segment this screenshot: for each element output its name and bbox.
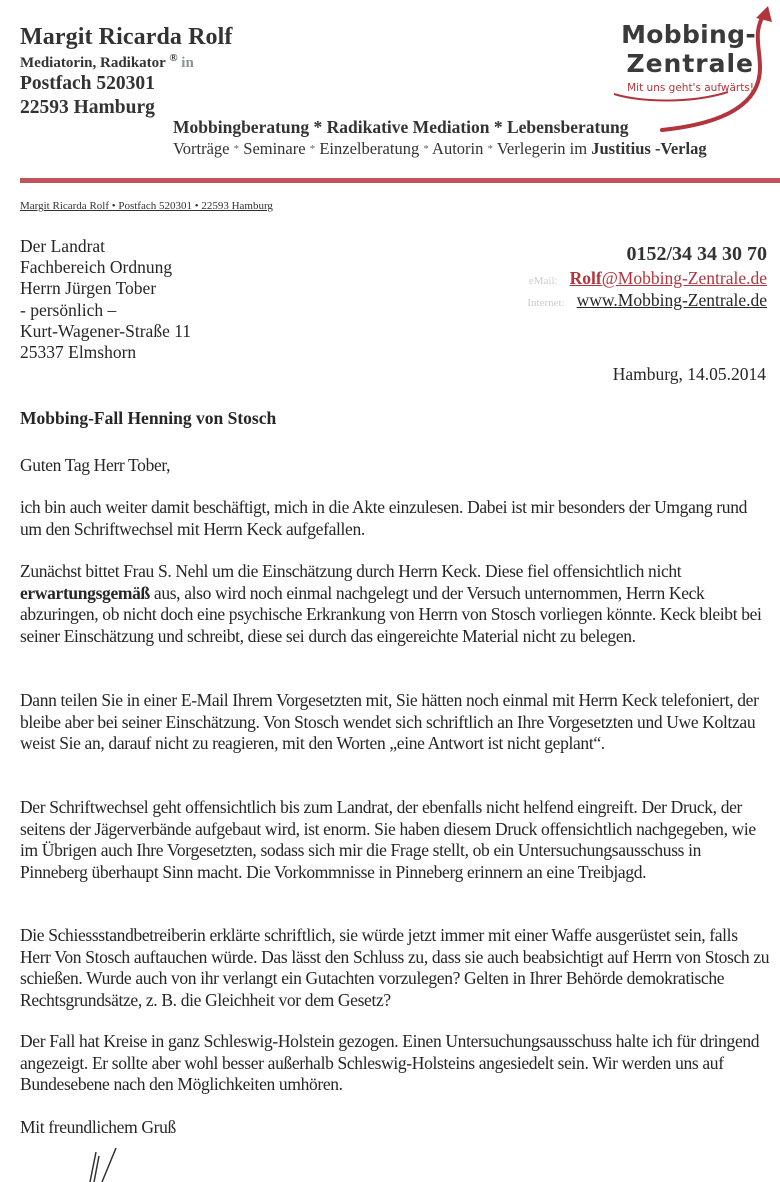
services-sub <box>173 139 707 159</box>
emphasis-text: erwartungsgemäß <box>20 582 150 603</box>
separator-star: * <box>233 143 240 155</box>
service-item: Einzelberatung <box>319 139 420 158</box>
publisher-name: Justitius -Verlag <box>591 139 707 158</box>
email-row <box>529 268 767 289</box>
handwritten-signature-icon <box>86 1148 126 1182</box>
web-label: Internet: <box>527 297 565 309</box>
paragraph-text: ich bin auch weiter damit beschäftigt, mich in die Akte einzulesen. Dabei ist mir besonders der Umgang rund um den Schriftwechsel mit Herrn Keck aufgefallen. <box>20 497 747 539</box>
web-row <box>527 290 767 311</box>
recipient-line: Kurt-Wagener-Straße 11 <box>20 320 192 341</box>
sender-title-text: Mediatorin, Radikator <box>20 55 166 71</box>
logo-line1: Mobbing- <box>621 20 756 49</box>
email-label: eMail: <box>528 275 558 287</box>
paragraph-1 <box>20 497 770 540</box>
letter-date: Hamburg, 14.05.2014 <box>612 364 766 384</box>
service-item: Seminare <box>243 139 306 158</box>
paragraph-text-start: Zunächst bittet Frau S. Nehl um die Einschätzung durch Herrn Keck. Diese fiel offensichtlich nicht <box>20 561 682 581</box>
recipient-line: Herrn Jürgen Tober <box>20 278 157 299</box>
closing: Mit freundlichem Gruß <box>20 1117 176 1137</box>
service-item: Verlegerin im <box>496 139 588 158</box>
return-address: Margit Ricarda Rolf • Postfach 520301 • 22593 Hamburg <box>20 200 273 212</box>
paragraph-3 <box>20 690 770 755</box>
sender-city: 22593 Hamburg <box>20 97 155 118</box>
paragraph-text: Der Fall hat Kreise in ganz Schleswig-Holstein gezogen. Einen Untersuchungsausschuss halte ich für dringend angezeigt. Er sollte aber wohl besser außerhalb Schleswig-Holsteins angesiedelt sein. Wir werden uns auf Bundesebene nach den Möglichkeiten umhören. <box>20 1031 760 1095</box>
recipient-line: Fachbereich Ordnung <box>20 257 173 278</box>
paragraph-4 <box>20 797 770 883</box>
service-item: Vorträge <box>173 139 230 158</box>
paragraph-text-end: aus, also wird noch einmal nachgelegt und der Versuch unternommen, Herrn Keck abzuringen, ob nicht doch eine psychische Erkrankung von Herrn von Stosch vorliegen könnte. Keck bleibt bei seiner Einschätzung und schreibt, diese sei durch das eingereichte Material nicht zu belegen. <box>20 582 762 646</box>
recipient-line: 25337 Elmshorn <box>20 342 137 363</box>
paragraph-2 <box>20 561 770 647</box>
paragraph-5 <box>20 925 770 1011</box>
paragraph-text: Die Schiessstandbetreiberin erklärte schriftlich, sie würde jetzt immer mit einer Waffe ausgerüstet sein, falls Herr Von Stosch auftauchen würde. Das lässt den Schluss zu, dass sie auch beabsichtigt auf Herrn von Stosch zu schießen. Wurde auch von ihr verlangt ein Gutachten vorzulegen? Gelten in Ihrer Behörde demokratische Rechtsgrundsätze, z. B. die Gleichheit vor dem Gesetz? <box>20 925 770 1010</box>
paragraph-text <box>20 561 770 647</box>
sender-title <box>20 52 194 72</box>
separator-star: * <box>487 143 494 155</box>
salutation: Guten Tag Herr Tober, <box>20 455 171 475</box>
services-main: Mobbingberatung * Radikative Mediation * Lebensberatung <box>173 117 629 137</box>
logo-tagline: Mit uns geht's aufwärts! <box>627 82 754 94</box>
paragraph-text: Der Schriftwechsel geht offensichtlich bis zum Landrat, der ebenfalls nicht helfend eingreift. Der Druck, der seitens der Jägerverbände aufgebaut wird, ist enorm. Sie haben diesem Druck offensichtlich nachgegeben, wie im Übrigen auch Ihre Vorgesetzten, sodass sich mir die Frage stellt, ob ein Untersuchungsausschuss in Pinneberg überhaupt Sinn macht. Die Vorkommnisse in Pinneberg erinnern an eine Treibjagd. <box>20 797 756 882</box>
service-item: Autorin <box>432 139 484 158</box>
email-domain: @Mobbing-Zentrale.de <box>601 268 767 288</box>
email-user: Rolf <box>569 268 602 288</box>
header-divider <box>20 178 780 183</box>
letter-subject: Mobbing-Fall Henning von Stosch <box>20 408 277 428</box>
separator-star: * <box>423 143 429 155</box>
sender-title-suffix: in <box>181 55 194 71</box>
website-link[interactable]: www.Mobbing-Zentrale.de <box>576 290 767 310</box>
sender-name: Margit Ricarda Rolf <box>20 24 233 50</box>
paragraph-6 <box>20 1031 770 1096</box>
phone-number: 0152/34 34 30 70 <box>626 243 767 265</box>
paragraph-text: Dann teilen Sie in einer E-Mail Ihrem Vorgesetzten mit, Sie hätten noch einmal mit Herrn Keck telefoniert, der bleibe aber bei seiner Einschätzung. Von Stosch wendet sich schriftlich an Ihre Vorgesetzten und Uwe Koltzau weist Sie an, darauf nicht zu reagieren, mit den Worten „eine Antwort ist nicht geplant“. <box>20 690 759 754</box>
sender-po-box: Postfach 520301 <box>20 73 155 94</box>
recipient-address <box>20 236 191 363</box>
recipient-line: Der Landrat <box>20 236 106 256</box>
recipient-line: - persönlich – <box>20 299 117 320</box>
separator-star: * <box>309 143 316 155</box>
logo-line2: Zentrale <box>626 49 754 78</box>
registered-mark: ® <box>169 52 178 64</box>
email-link[interactable] <box>570 268 767 289</box>
